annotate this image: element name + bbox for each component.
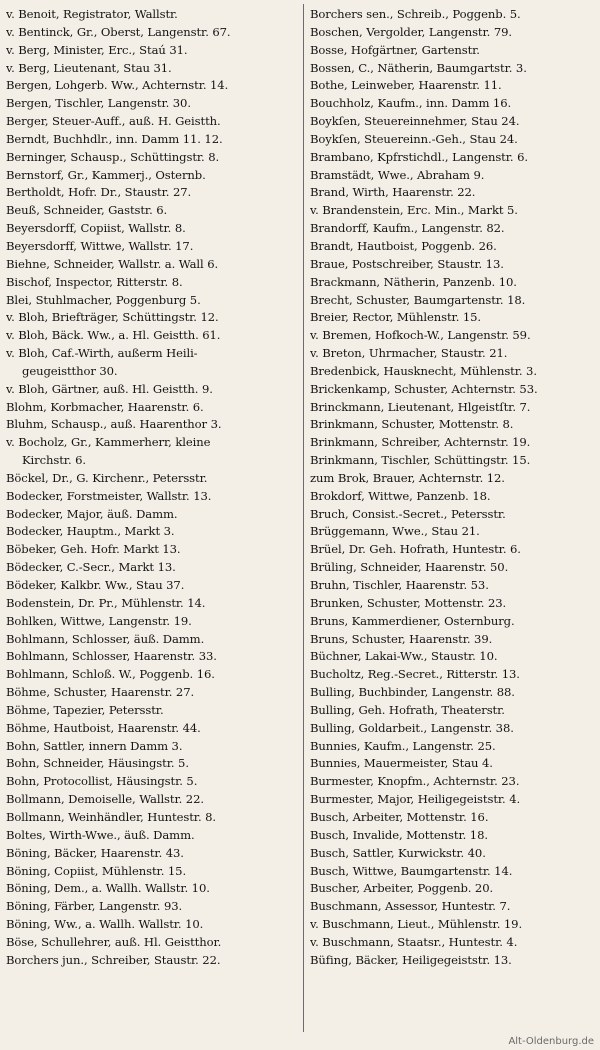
directory-entry: Brüling, Schneider, Haarenstr. 50.	[310, 560, 509, 575]
directory-entry: Bödecker, C.-Secr., Markt 13.	[6, 560, 176, 575]
directory-entry: Borchers sen., Schreib., Poggenb. 5.	[310, 7, 521, 21]
directory-entry: v. Bremen, Hofkoch-W., Langenstr. 59.	[310, 328, 531, 343]
directory-entry: Blohm, Korbmacher, Haarenstr. 6.	[6, 399, 204, 414]
directory-entry: v. Berg, Lieutenant, Stau 31.	[6, 60, 172, 75]
directory-entry: Böning, Ww., a. Wallh. Wallstr. 10.	[6, 917, 204, 932]
directory-entry: Busch, Sattler, Kurwickstr. 40.	[310, 845, 486, 860]
directory-entry: v. Bloh, Caf.-Wirth, außerm Heili-	[6, 346, 198, 361]
directory-entry: Brinkmann, Schreiber, Achternstr. 19.	[310, 435, 531, 450]
directory-entry: Busch, Wittwe, Baumgartenstr. 14.	[310, 863, 513, 878]
directory-entry: Böning, Bäcker, Haarenstr. 43.	[6, 845, 184, 860]
directory-entry: Burmester, Major, Heiligegeiststr. 4.	[310, 792, 521, 807]
directory-entry: Braue, Postschreiber, Staustr. 13.	[310, 256, 504, 271]
directory-entry: Bollmann, Demoiselle, Wallstr. 22.	[6, 792, 204, 807]
directory-entry: Beyersdorff, Copiist, Wallstr. 8.	[6, 221, 186, 236]
directory-entry: Bohn, Schneider, Häusingstr. 5.	[6, 756, 189, 771]
directory-entry: Bohlmann, Schlosser, Haarenstr. 33.	[6, 649, 217, 664]
directory-entry: v. Bloh, Gärtner, auß. Hl. Geistth. 9.	[6, 381, 213, 396]
directory-entry: Büchner, Lakai-Ww., Staustr. 10.	[310, 649, 498, 664]
directory-entry: Bramstädt, Wwe., Abraham 9.	[310, 167, 485, 182]
directory-entry: Bodecker, Major, äuß. Damm.	[6, 506, 178, 521]
directory-entry: v. Buschmann, Lieut., Mühlenstr. 19.	[310, 917, 523, 932]
directory-entry: Bergen, Tischler, Langenstr. 30.	[6, 96, 191, 111]
directory-entry: Bouchholz, Kaufm., inn. Damm 16.	[310, 96, 512, 111]
directory-entry: Bothe, Leinweber, Haarenstr. 11.	[310, 78, 502, 93]
directory-entry: Brecht, Schuster, Baumgartenstr. 18.	[310, 292, 526, 307]
directory-entry: Böning, Färber, Langenstr. 93.	[6, 899, 183, 914]
directory-entry: v. Bocholz, Gr., Kammerherr, kleine	[6, 435, 211, 450]
watermark: Alt-Oldenburg.de	[508, 1036, 594, 1047]
directory-entry: Burmester, Knopfm., Achternstr. 23.	[310, 774, 520, 789]
directory-entry: Boschen, Vergolder, Langenstr. 79.	[310, 24, 512, 39]
directory-entry: Buschmann, Assessor, Huntestr. 7.	[310, 899, 511, 914]
directory-entry: Bruhn, Tischler, Haarenstr. 53.	[310, 578, 489, 592]
directory-entry: Boykſen, Steuereinn.-Geh., Stau 24.	[310, 131, 518, 146]
right-column	[310, 6, 596, 970]
directory-entry: Brunken, Schuster, Mottenstr. 23.	[310, 595, 507, 610]
directory-entry: Blei, Stuhlmacher, Poggenburg 5.	[6, 292, 201, 307]
directory-entry: Bulling, Geh. Hofrath, Theaterstr.	[310, 702, 505, 717]
directory-entry: Böning, Dem., a. Wallh. Wallstr. 10.	[6, 881, 210, 896]
directory-entry: Bruns, Schuster, Haarenstr. 39.	[310, 631, 493, 646]
directory-entry: Bodecker, Hauptm., Markt 3.	[6, 524, 175, 539]
directory-entry: geugeistthor 30.	[22, 363, 118, 378]
directory-entry: Brokdorf, Wittwe, Panzenb. 18.	[310, 488, 491, 503]
directory-entry: Brandorff, Kaufm., Langenstr. 82.	[310, 221, 505, 236]
directory-entry: v. Bentinck, Gr., Oberst, Langenstr. 67.	[6, 24, 231, 39]
directory-entry: v. Berg, Minister, Erc., Staú 31.	[6, 42, 188, 57]
directory-entry: Buscher, Arbeiter, Poggenb. 20.	[310, 881, 494, 896]
directory-entry: Breier, Rector, Mühlenstr. 15.	[310, 310, 482, 325]
directory-entry: Bohlken, Wittwe, Langenstr. 19.	[6, 613, 192, 628]
directory-entry: Beyersdorff, Wittwe, Wallstr. 17.	[6, 238, 194, 253]
directory-entry: v. Brandenstein, Erc. Min., Markt 5.	[310, 203, 518, 218]
directory-entry: Bosse, Hofgärtner, Gartenstr.	[310, 42, 480, 57]
directory-entry: v. Bloh, Briefträger, Schüttingstr. 12.	[6, 310, 219, 325]
directory-entry: Brandt, Hautboist, Poggenb. 26.	[310, 238, 497, 253]
directory-entry: Brickenkamp, Schuster, Achternstr. 53.	[310, 381, 538, 396]
directory-entry: Büfing, Bäcker, Heiligegeiststr. 13.	[310, 952, 512, 967]
directory-entry: Brüggemann, Wwe., Stau 21.	[310, 524, 480, 539]
directory-entry: Böse, Schullehrer, auß. Hl. Geistthor.	[6, 934, 222, 949]
directory-entry: Brinckmann, Lieutenant, Hlgeistſtr. 7.	[310, 399, 531, 414]
directory-entry: Boltes, Wirth-Wwe., äuß. Damm.	[6, 827, 195, 842]
directory-entry: Boykſen, Steuereinnehmer, Stau 24.	[310, 114, 520, 129]
directory-entry: Bollmann, Weinhändler, Huntestr. 8.	[6, 809, 216, 824]
directory-entry: Bischof, Inspector, Ritterstr. 8.	[6, 274, 183, 289]
directory-entry: Brinkmann, Schuster, Mottenstr. 8.	[310, 417, 514, 432]
directory-entry: Böckel, Dr., G. Kirchenr., Petersstr.	[6, 470, 208, 485]
directory-entry: zum Brok, Brauer, Achternstr. 12.	[310, 470, 505, 485]
directory-entry: Brambano, Kpfrstichdl., Langenstr. 6.	[310, 149, 528, 164]
directory-entry: Bluhm, Schausp., auß. Haarenthor 3.	[6, 417, 222, 432]
directory-entry: Böhme, Schuster, Haarenstr. 27.	[6, 685, 195, 700]
directory-entry: v. Buschmann, Staatsr., Huntestr. 4.	[310, 934, 518, 949]
directory-entry: Bödeker, Kalkbr. Ww., Stau 37.	[6, 578, 185, 592]
directory-entry: Bruns, Kammerdiener, Osternburg.	[310, 613, 515, 628]
directory-entry: Bertholdt, Hofr. Dr., Staustr. 27.	[6, 185, 192, 200]
directory-entry: v. Breton, Uhrmacher, Staustr. 21.	[310, 346, 508, 361]
directory-entry: Böbeker, Geh. Hofr. Markt 13.	[6, 542, 181, 557]
directory-entry: Bunnies, Mauermeister, Stau 4.	[310, 756, 493, 771]
directory-entry: Brand, Wirth, Haarenstr. 22.	[310, 185, 476, 200]
directory-entry: Bulling, Goldarbeit., Langenstr. 38.	[310, 720, 514, 735]
directory-entry: Bulling, Buchbinder, Langenstr. 88.	[310, 685, 515, 700]
directory-entry: Bodecker, Forstmeister, Wallstr. 13.	[6, 488, 212, 503]
directory-entry: Bredenbick, Hausknecht, Mühlenstr. 3.	[310, 363, 537, 378]
directory-entry: Busch, Arbeiter, Mottenstr. 16.	[310, 809, 489, 824]
directory-entry: Bohlmann, Schlosser, äuß. Damm.	[6, 631, 205, 646]
directory-entry: Bohn, Sattler, innern Damm 3.	[6, 738, 183, 753]
directory-entry: Kirchstr. 6.	[22, 453, 86, 468]
directory-entry: v. Benoit, Registrator, Wallstr.	[6, 7, 178, 21]
directory-entry: Bernstorf, Gr., Kammerj., Osternb.	[6, 167, 206, 182]
directory-entry: Böhme, Tapezier, Petersstr.	[6, 702, 164, 717]
directory-entry: Bodenstein, Dr. Pr., Mühlenstr. 14.	[6, 595, 206, 610]
directory-entry: Brackmann, Nätherin, Panzenb. 10.	[310, 274, 517, 289]
directory-entry: Böning, Copiist, Mühlenstr. 15.	[6, 863, 187, 878]
directory-entry: Bunnies, Kaufm., Langenstr. 25.	[310, 738, 496, 753]
directory-entry: Berndt, Buchhdlr., inn. Damm 11. 12.	[6, 131, 223, 146]
directory-entry: Berger, Steuer-Auff., auß. H. Geistth.	[6, 114, 221, 129]
directory-entry: Borchers jun., Schreiber, Staustr. 22.	[6, 952, 221, 967]
directory-entry: v. Bloh, Bäck. Ww., a. Hl. Geistth. 61.	[6, 328, 221, 343]
directory-entry: Bossen, C., Nätherin, Baumgartstr. 3.	[310, 60, 527, 75]
directory-entry: Bohlmann, Schloß. W., Poggenb. 16.	[6, 667, 215, 682]
directory-entry: Böhme, Hautboist, Haarenstr. 44.	[6, 720, 201, 735]
left-column	[6, 6, 298, 970]
column-divider	[303, 4, 304, 1032]
directory-entry: Biehne, Schneider, Wallstr. a. Wall 6.	[6, 256, 219, 271]
directory-entry: Bohn, Protocollist, Häusingstr. 5.	[6, 774, 198, 789]
directory-entry: Bruch, Consist.-Secret., Petersstr.	[310, 506, 506, 521]
directory-entry: Brinkmann, Tischler, Schüttingstr. 15.	[310, 453, 531, 468]
directory-entry: Beuß, Schneider, Gaststr. 6.	[6, 203, 168, 218]
directory-entry: Brüel, Dr. Geh. Hofrath, Huntestr. 6.	[310, 542, 521, 557]
directory-entry: Berninger, Schausp., Schüttingstr. 8.	[6, 149, 220, 164]
directory-entry: Busch, Invalide, Mottenstr. 18.	[310, 827, 488, 842]
directory-entry: Bergen, Lohgerb. Ww., Achternstr. 14.	[6, 78, 229, 93]
directory-entry: Bucholtz, Reg.-Secret., Ritterstr. 13.	[310, 667, 520, 682]
